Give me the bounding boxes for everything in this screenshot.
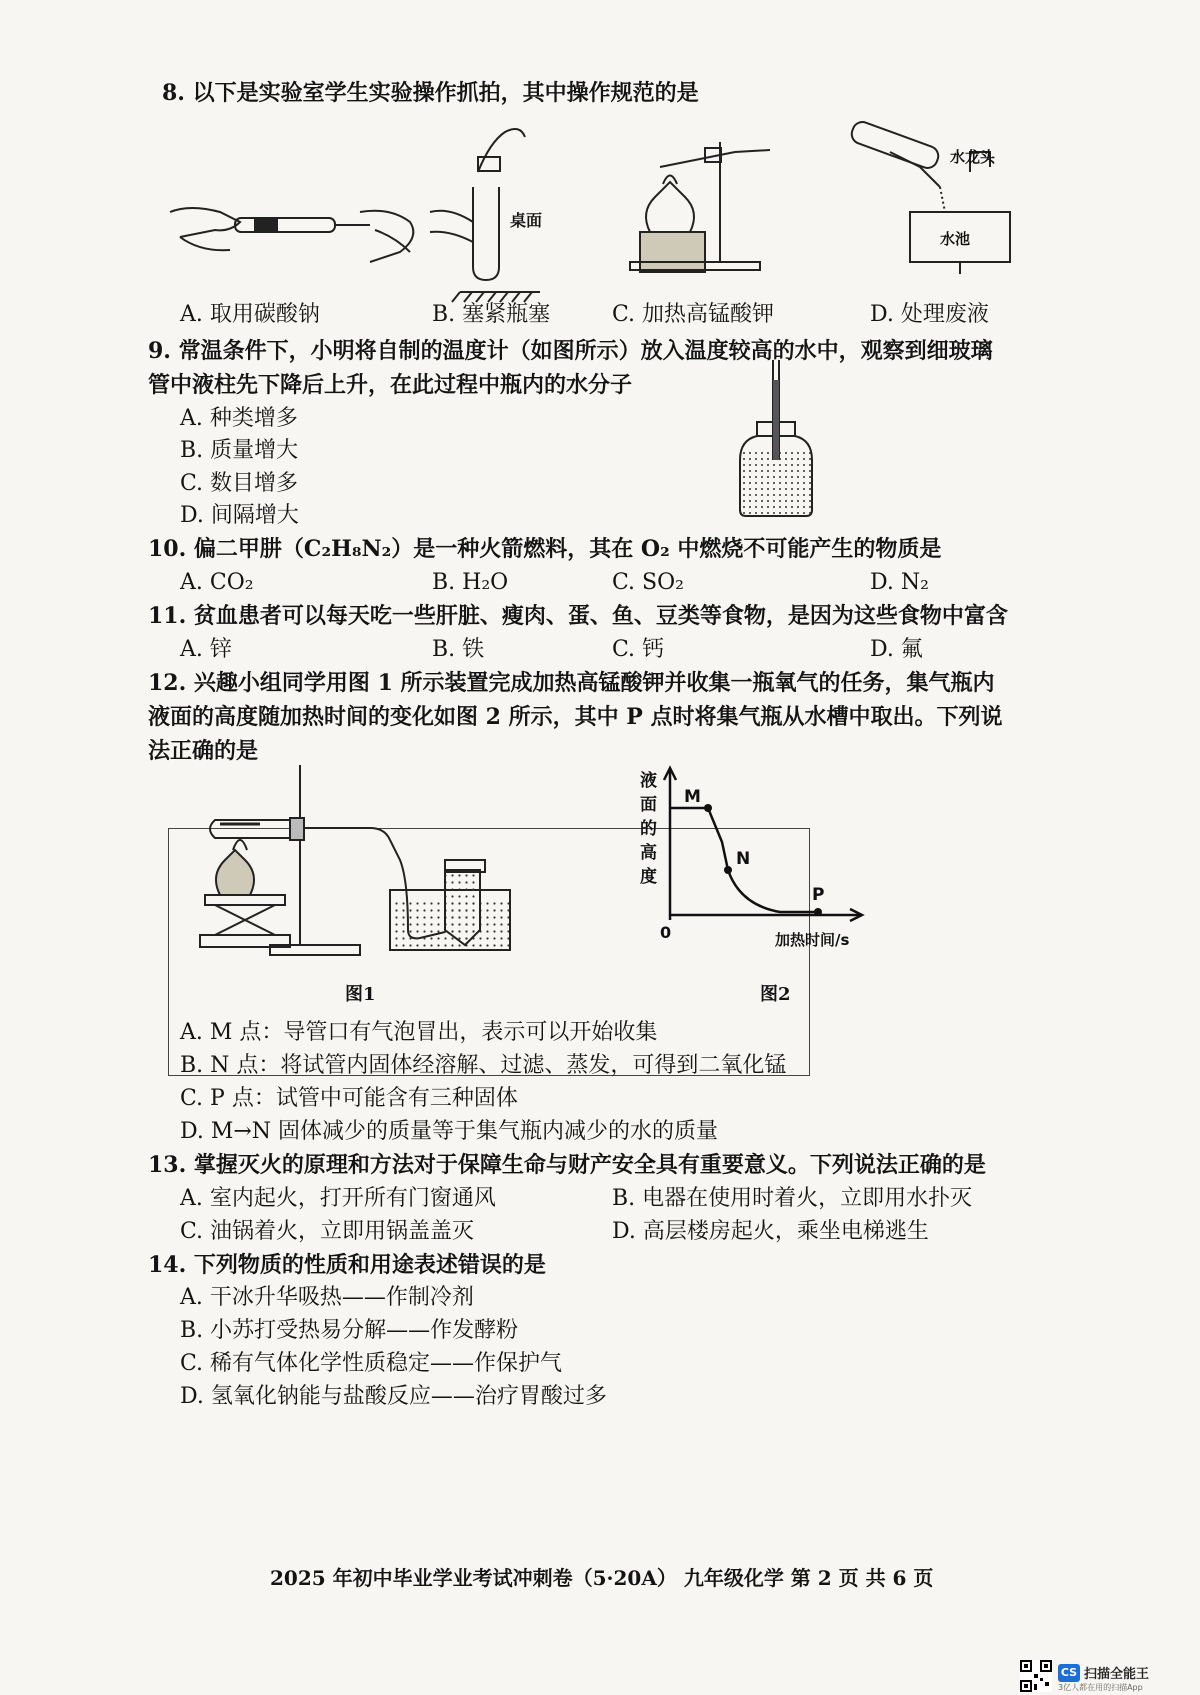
q12-option-c: C. P 点：试管中可能含有三种固体 [180,1086,518,1111]
q10-option-c: C. SO₂ [612,570,684,595]
q10-option-b: B. H₂O [432,570,509,595]
q8-label-desk: 桌面 [510,211,543,230]
q13-option-b: B. 电器在使用时着火，立即用水扑灭 [612,1186,973,1211]
q8-label-tap: 水龙头 [950,148,996,166]
svg-text:高: 高 [640,843,657,863]
scanner-watermark [1020,1660,1170,1694]
q11-option-c: C. 钙 [612,637,665,662]
q8-option-b: B. 塞紧瓶塞 [432,302,551,327]
fig2-label-n: N [736,849,751,869]
qr-code-icon [1020,1660,1052,1692]
page-footer: 2025 年初中毕业学业考试冲刺卷（5·20A） 九年级化学 第 2 页 共 6 页 [270,1566,934,1590]
q14-option-a: A. 干冰升华吸热——作制冷剂 [180,1285,474,1310]
q12-fig2-caption: 图2 [760,984,791,1005]
q12-option-a: A. M 点：导管口有气泡冒出，表示可以开始收集 [180,1020,658,1045]
scanner-logo: CS [1058,1664,1080,1682]
q10-option-a: A. CO₂ [180,570,254,595]
q9-stem-line2: 管中液柱先下降后上升，在此过程中瓶内的水分子 [148,372,633,398]
q9-stem-line1: 9. 常温条件下，小明将自制的温度计（如图所示）放入温度较高的水中，观察到细玻璃 [148,338,993,364]
q9-thermometer-figure [735,360,825,520]
q12-fig1-apparatus [190,760,690,970]
q13-stem: 13. 掌握灭火的原理和方法对于保障生命与财产安全具有重要意义。下列说法正确的是 [148,1152,986,1178]
fig2-point-m [704,804,712,812]
q11-stem: 11. 贫血患者可以每天吃一些肝脏、瘦肉、蛋、鱼、豆类等食物，是因为这些食物中富含 [148,603,1008,629]
fig2-point-n [724,866,732,874]
q14-option-d: D. 氢氧化钠能与盐酸反应——治疗胃酸过多 [180,1384,607,1409]
q8-stem: 8. 以下是实验室学生实验操作抓拍，其中操作规范的是 [162,80,699,106]
q12-stem-line2: 液面的高度随加热时间的变化如图 2 所示，其中 P 点时将集气瓶从水槽中取出。下列说 [148,704,1003,730]
q8-figures [160,112,1120,312]
fig2-label-p: P [812,885,825,905]
scanner-name: 扫描全能王 [1084,1667,1150,1682]
svg-text:液: 液 [640,771,657,791]
fig2-point-p [814,908,822,916]
q10-option-d: D. N₂ [870,570,929,595]
q8-fig-a [170,208,413,262]
q11-option-d: D. 氟 [870,637,923,662]
q9-option-a: A. 种类增多 [180,406,298,431]
q9-option-c: C. 数目增多 [180,471,299,496]
q13-option-a: A. 室内起火，打开所有门窗通风 [180,1186,496,1211]
q12-option-d: D. M→N 固体减少的质量等于集气瓶内减少的水的质量 [180,1119,719,1144]
q14-stem: 14. 下列物质的性质和用途表述错误的是 [148,1252,546,1278]
q8-option-d: D. 处理废液 [870,302,989,327]
fig2-xlabel: 加热时间/s [775,931,850,949]
q12-fig1-caption: 图1 [345,984,376,1005]
q8-label-sink: 水池 [940,230,971,248]
svg-text:的: 的 [640,819,657,839]
q8-fig-c [630,142,770,272]
q11-option-b: B. 铁 [432,637,485,662]
svg-text:面: 面 [640,795,657,815]
q9-option-b: B. 质量增大 [180,438,299,463]
q8-fig-d [849,119,1010,274]
q14-option-c: C. 稀有气体化学性质稳定——作保护气 [180,1351,563,1376]
q8-option-a: A. 取用碳酸钠 [180,302,320,327]
q12-option-b: B. N 点：将试管内固体经溶解、过滤、蒸发，可得到二氧化锰 [180,1053,787,1078]
fig2-ylabel [640,770,657,887]
q14-option-b: B. 小苏打受热易分解——作发酵粉 [180,1318,519,1343]
q12-stem-line3: 法正确的是 [148,738,259,764]
q13-option-c: C. 油锅着火，立即用锅盖盖灭 [180,1219,475,1244]
scanner-subtitle: 3亿人都在用的扫描App [1058,1683,1143,1692]
q9-option-d: D. 间隔增大 [180,503,299,528]
q12-fig2-chart [630,760,890,960]
q8-option-c: C. 加热高锰酸钾 [612,302,775,327]
fig2-label-m: M [684,787,701,807]
q10-stem: 10. 偏二甲肼（C₂H₈N₂）是一种火箭燃料，其在 O₂ 中燃烧不可能产生的物质是 [148,536,942,562]
svg-text:度: 度 [640,867,657,887]
q12-stem-line1: 12. 兴趣小组同学用图 1 所示装置完成加热高锰酸钾并收集一瓶氧气的任务，集气瓶内 [148,670,995,696]
q13-option-d: D. 高层楼房起火，乘坐电梯逃生 [612,1219,929,1244]
fig2-origin: 0 [660,923,672,942]
q11-option-a: A. 锌 [180,637,232,662]
